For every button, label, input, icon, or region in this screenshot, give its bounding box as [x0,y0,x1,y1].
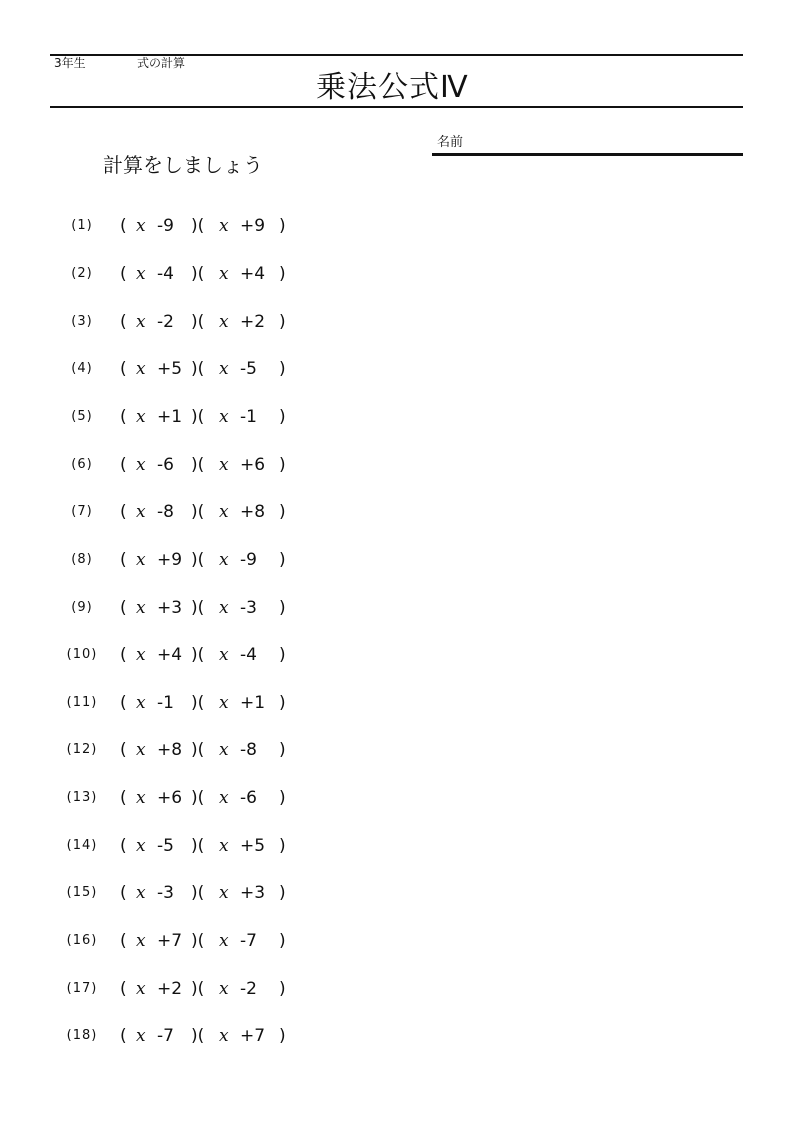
close-paren: ) [279,788,286,808]
problem-17 [0,977,320,1001]
variable-x: x [219,216,229,236]
second-term: -7 [240,931,257,951]
variable-x: x [136,359,146,379]
problem-number: (10) [66,647,98,662]
variable-x: x [219,359,229,379]
variable-x: x [219,931,229,951]
open-paren: ( [120,836,127,856]
problem-number: (4) [71,361,93,376]
second-term: +5 [240,836,266,856]
variable-x: x [136,550,146,570]
middle-parens: )( [191,598,205,618]
variable-x: x [136,693,146,713]
first-term: -1 [157,693,174,713]
variable-x: x [219,740,229,760]
variable-x: x [136,455,146,475]
variable-x: x [219,455,229,475]
problem-13 [0,786,320,810]
problem-number: (7) [71,504,93,519]
variable-x: x [136,836,146,856]
open-paren: ( [120,1026,127,1046]
close-paren: ) [279,312,286,332]
open-paren: ( [120,312,127,332]
problem-number: (1) [71,218,93,233]
problem-number: (12) [66,742,98,757]
first-term: +9 [157,550,183,570]
middle-parens: )( [191,407,205,427]
variable-x: x [136,598,146,618]
first-term: -5 [157,836,174,856]
second-term: +3 [240,883,266,903]
variable-x: x [136,979,146,999]
first-term: +5 [157,359,183,379]
middle-parens: )( [191,455,205,475]
variable-x: x [136,931,146,951]
middle-parens: )( [191,645,205,665]
close-paren: ) [279,550,286,570]
first-term: -4 [157,264,174,284]
open-paren: ( [120,740,127,760]
close-paren: ) [279,645,286,665]
close-paren: ) [279,693,286,713]
variable-x: x [136,740,146,760]
variable-x: x [219,788,229,808]
problem-number: (5) [71,409,93,424]
variable-x: x [219,1026,229,1046]
variable-x: x [136,788,146,808]
open-paren: ( [120,883,127,903]
close-paren: ) [279,455,286,475]
close-paren: ) [279,836,286,856]
variable-x: x [219,645,229,665]
second-term: +4 [240,264,266,284]
variable-x: x [219,502,229,522]
problem-9 [0,596,320,620]
problem-number: (2) [71,266,93,281]
variable-x: x [219,979,229,999]
problem-2 [0,262,320,286]
problem-number: (8) [71,552,93,567]
problem-6 [0,453,320,477]
middle-parens: )( [191,216,205,236]
open-paren: ( [120,502,127,522]
second-term: +8 [240,502,266,522]
second-term: +6 [240,455,266,475]
problem-10 [0,643,320,667]
variable-x: x [219,883,229,903]
problem-16 [0,929,320,953]
close-paren: ) [279,979,286,999]
variable-x: x [219,550,229,570]
middle-parens: )( [191,883,205,903]
variable-x: x [136,264,146,284]
middle-parens: )( [191,836,205,856]
second-term: -5 [240,359,257,379]
problem-3 [0,310,320,334]
problem-7 [0,500,320,524]
second-term: -2 [240,979,257,999]
worksheet-title: 乗法公式Ⅳ [316,70,469,105]
middle-parens: )( [191,788,205,808]
variable-x: x [136,216,146,236]
problem-number: (6) [71,457,93,472]
first-term: -9 [157,216,174,236]
middle-parens: )( [191,502,205,522]
open-paren: ( [120,931,127,951]
problem-11 [0,691,320,715]
problem-1 [0,214,320,238]
close-paren: ) [279,264,286,284]
middle-parens: )( [191,1026,205,1046]
problem-14 [0,834,320,858]
variable-x: x [136,1026,146,1046]
problem-number: (11) [66,695,98,710]
second-term: -6 [240,788,257,808]
variable-x: x [136,407,146,427]
open-paren: ( [120,645,127,665]
problem-number: (13) [66,790,98,805]
grade-label: 3年生 [54,56,86,70]
problem-number: (9) [71,600,93,615]
variable-x: x [136,645,146,665]
first-term: +7 [157,931,183,951]
middle-parens: )( [191,264,205,284]
variable-x: x [136,502,146,522]
first-term: -3 [157,883,174,903]
variable-x: x [136,312,146,332]
open-paren: ( [120,550,127,570]
open-paren: ( [120,216,127,236]
problem-number: (14) [66,838,98,853]
variable-x: x [219,836,229,856]
second-term: -4 [240,645,257,665]
middle-parens: )( [191,550,205,570]
close-paren: ) [279,407,286,427]
first-term: +6 [157,788,183,808]
open-paren: ( [120,455,127,475]
first-term: +2 [157,979,183,999]
open-paren: ( [120,788,127,808]
middle-parens: )( [191,931,205,951]
unit-label: 式の計算 [137,56,186,70]
first-term: +3 [157,598,183,618]
close-paren: ) [279,598,286,618]
second-term: +2 [240,312,266,332]
close-paren: ) [279,931,286,951]
problem-8 [0,548,320,572]
close-paren: ) [279,883,286,903]
problem-4 [0,357,320,381]
open-paren: ( [120,359,127,379]
first-term: +8 [157,740,183,760]
problem-number: (3) [71,314,93,329]
problem-number: (18) [66,1028,98,1043]
open-paren: ( [120,979,127,999]
close-paren: ) [279,502,286,522]
close-paren: ) [279,1026,286,1046]
first-term: -6 [157,455,174,475]
variable-x: x [136,883,146,903]
second-term: -8 [240,740,257,760]
close-paren: ) [279,740,286,760]
middle-parens: )( [191,312,205,332]
close-paren: ) [279,216,286,236]
first-term: +1 [157,407,183,427]
second-term: -1 [240,407,257,427]
open-paren: ( [120,693,127,713]
first-term: -8 [157,502,174,522]
variable-x: x [219,693,229,713]
variable-x: x [219,598,229,618]
middle-parens: )( [191,740,205,760]
open-paren: ( [120,407,127,427]
middle-parens: )( [191,359,205,379]
middle-parens: )( [191,693,205,713]
first-term: +4 [157,645,183,665]
problem-12 [0,738,320,762]
variable-x: x [219,407,229,427]
instruction-text: 計算をしましょう [103,153,263,177]
second-term: -9 [240,550,257,570]
open-paren: ( [120,598,127,618]
second-term: +9 [240,216,266,236]
problem-15 [0,881,320,905]
variable-x: x [219,312,229,332]
problem-5 [0,405,320,429]
problem-18 [0,1024,320,1048]
first-term: -7 [157,1026,174,1046]
name-label: 名前 [437,135,464,150]
problem-number: (16) [66,933,98,948]
close-paren: ) [279,359,286,379]
variable-x: x [219,264,229,284]
problem-number: (17) [66,981,98,996]
second-term: +1 [240,693,266,713]
second-term: +7 [240,1026,266,1046]
middle-parens: )( [191,979,205,999]
second-term: -3 [240,598,257,618]
open-paren: ( [120,264,127,284]
first-term: -2 [157,312,174,332]
problem-number: (15) [66,885,98,900]
